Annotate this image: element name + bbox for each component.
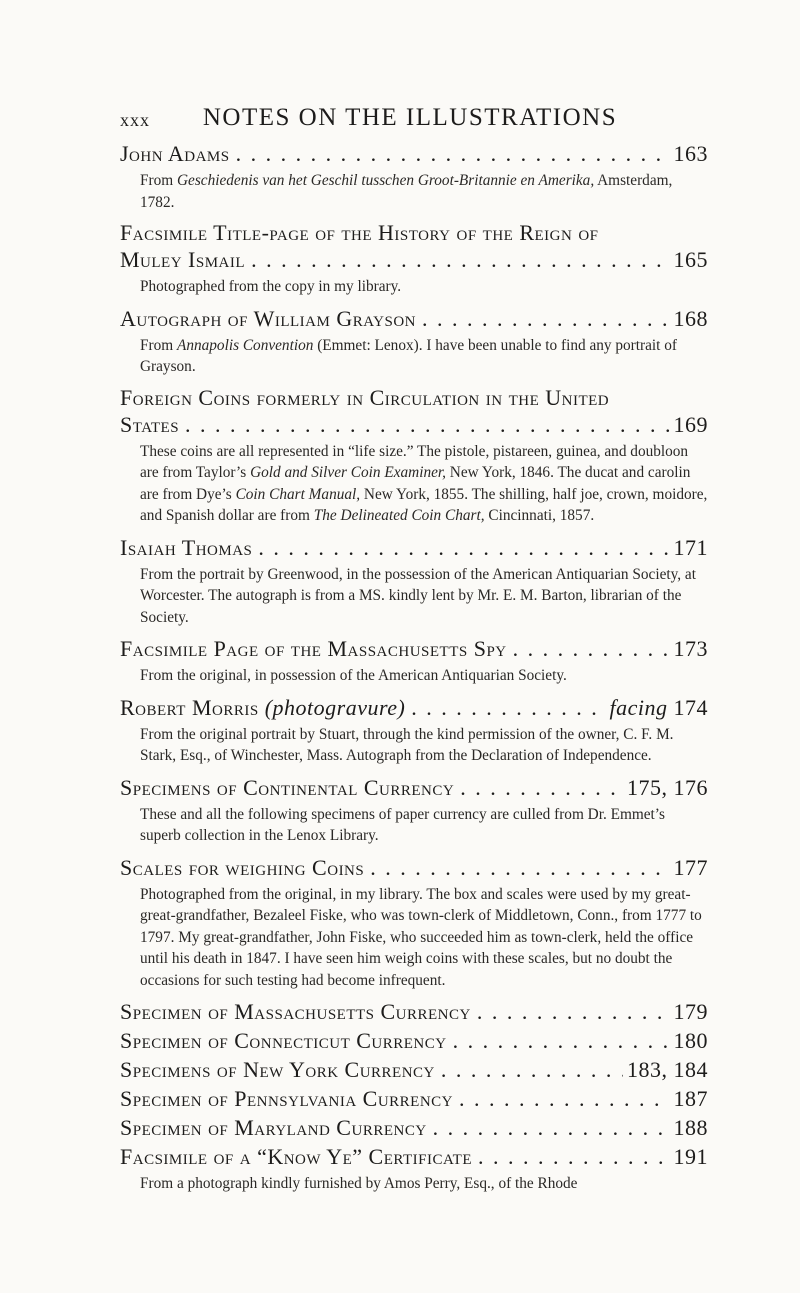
list-item (120, 385, 708, 527)
entry-page: 168 (673, 305, 708, 331)
entry-description: From a photograph kindly furnished by Amos Perry, Esq., of the Rhode (140, 1175, 578, 1192)
desc-text: From (140, 172, 177, 189)
leader-dots (405, 694, 605, 722)
desc-italic: Gold and Silver Coin Examiner, (250, 464, 446, 481)
desc-text: Cincinnati, 1857. (484, 507, 595, 524)
illustrations-list (120, 140, 708, 1195)
leader-dots (179, 411, 669, 439)
entry-heading (120, 854, 708, 882)
entry-title (120, 694, 405, 722)
entry-description: These and all the following specimens of paper currency are culled from Dr. Emmet’s superb collection in the Lenox Library. (140, 805, 666, 844)
entry-heading (120, 1056, 708, 1084)
list-item (120, 220, 708, 298)
entry-page: 191 (673, 1144, 708, 1169)
list-item (120, 534, 708, 629)
entry-title: Facsimile of a “Know Ye” Certificate (120, 1144, 472, 1169)
list-item (120, 1027, 708, 1055)
leader-dots (472, 1143, 670, 1171)
page-text: 174 (673, 694, 708, 720)
entry-title: Isaiah Thomas (120, 534, 253, 560)
desc-text: (Emmet: Lenox). I have been unable to find any portrait of Grayson. (140, 336, 677, 375)
entry-heading (120, 694, 708, 722)
entry-heading (120, 534, 708, 562)
entry-description (140, 170, 708, 213)
leader-dots (435, 1056, 623, 1084)
entry-heading (120, 998, 708, 1026)
entry-title: Specimens of Continental Currency (120, 774, 455, 800)
desc-italic: Coin Chart Manual, (235, 485, 361, 503)
entry-title-line: Foreign Coins formerly in Circulation in the United (120, 384, 610, 410)
entry-title: Muley Ismail (120, 247, 246, 272)
list-item (120, 774, 708, 847)
page-number: xxx (120, 110, 150, 130)
entry-heading (120, 1114, 708, 1142)
desc-italic: Geschiedenis van het Geschil tusschen Groot-Britannie en Amerika, (176, 172, 595, 189)
entry-page: 183, 184 (627, 1057, 708, 1082)
desc-text: From (140, 336, 177, 354)
entry-description: From the original portrait by Stuart, through the kind permission of the owner, C. F. M. Stark, Esq., of Winchester, Mass. Autograph from the Declaration of Independence. (140, 725, 674, 764)
entry-heading (120, 305, 708, 333)
list-item (120, 1143, 708, 1195)
leader-dots (453, 1085, 669, 1113)
entry-title: John Adams (120, 141, 230, 166)
entry-heading (120, 635, 708, 663)
entry-page: 165 (673, 247, 708, 272)
entry-page: 179 (673, 999, 708, 1024)
desc-italic: Annapolis Convention (176, 336, 314, 354)
entry-page: 169 (673, 411, 708, 437)
list-item (120, 998, 708, 1026)
entry-heading (120, 140, 708, 168)
title-text: Robert Morris (120, 694, 259, 720)
desc-italic: The Delineated Coin Chart, (313, 507, 485, 524)
entry-description: Photographed from the original, in my library. The box and scales were used by my great-great-grandfather, Bezaleel Fiske, who was town-clerk of Middletown, Conn., from 1777 to 1797. My great-grandfather, John Fiske, who succeeded him as town-clerk, held the office until his death in 1847. I have seen him weigh coins with these scales, but no doubt the occasions for such testing had become infrequent. (140, 885, 702, 989)
entry-title: Specimen of Connecticut Currency (120, 1028, 447, 1053)
entry-page: 187 (673, 1086, 708, 1111)
entry-heading (120, 774, 708, 802)
entry-heading (120, 1027, 708, 1055)
leader-dots (454, 774, 623, 802)
list-item (120, 140, 708, 213)
page-prefix: facing (609, 694, 668, 720)
desc-text: Amsterdam, 1782. (140, 172, 673, 211)
entry-heading (120, 246, 708, 274)
leader-dots (252, 534, 669, 562)
list-item (120, 305, 708, 378)
entry-title: Specimens of New York Currency (120, 1057, 435, 1082)
entry-page: 180 (673, 1028, 708, 1053)
list-item (120, 694, 708, 767)
list-item (120, 1114, 708, 1142)
entry-title: Scales for weighing Coins (120, 854, 365, 880)
entry-title: Specimen of Maryland Currency (120, 1115, 427, 1140)
entry-title: Specimen of Massachusetts Currency (120, 999, 471, 1024)
desc-text: New York, 1846. The ducat and carolin are from Dye’s (140, 464, 691, 503)
desc-text: These coins are all represented in “life size.” The pistole, pistareen, guinea, and doubloon are from Taylor’s (140, 442, 689, 481)
entry-title: Specimen of Pennsylvania Currency (120, 1086, 454, 1111)
entry-title-line: Facsimile Title-page of the History of the Reign of (120, 220, 599, 245)
entry-description (140, 441, 708, 527)
entry-title: Facsimile Page of the Massachusetts Spy (120, 636, 507, 661)
entry-description (140, 335, 708, 378)
leader-dots (416, 305, 669, 333)
entry-page: 163 (673, 141, 708, 166)
entry-description: Photographed from the copy in my library. (140, 278, 402, 295)
entry-heading (120, 1143, 708, 1171)
list-item (120, 635, 708, 687)
entry-page (606, 694, 709, 722)
entry-title: States (120, 411, 180, 437)
list-item (120, 1085, 708, 1113)
entry-page: 171 (673, 534, 708, 560)
list-item (120, 854, 708, 992)
entry-heading (120, 1085, 708, 1113)
entry-page: 173 (673, 636, 708, 661)
list-item (120, 1056, 708, 1084)
leader-dots (471, 998, 670, 1026)
desc-text: New York, 1855. The shilling, half joe, crown, moidore, and Spanish dollar are from (140, 485, 708, 524)
entry-page: 177 (673, 854, 708, 880)
running-header (120, 104, 700, 132)
entry-heading (120, 411, 708, 439)
entry-title: Autograph of William Grayson (120, 305, 417, 331)
running-title: NOTES ON THE ILLUSTRATIONS (202, 104, 618, 131)
entry-page: 175, 176 (627, 774, 708, 800)
title-italic: (photogravure) (264, 694, 406, 720)
leader-dots (447, 1027, 670, 1055)
leader-dots (245, 246, 669, 274)
leader-dots (364, 854, 669, 882)
leader-dots (230, 140, 670, 168)
entry-page: 188 (673, 1115, 708, 1140)
leader-dots (507, 635, 670, 663)
leader-dots (427, 1114, 670, 1142)
entry-description: From the portrait by Greenwood, in the possession of the American Antiquarian Society, at Worcester. The autograph is from a MS. kindly lent by Mr. E. M. Barton, librarian of the Society. (140, 565, 696, 626)
entry-description: From the original, in possession of the American Antiquarian Society. (140, 667, 567, 684)
